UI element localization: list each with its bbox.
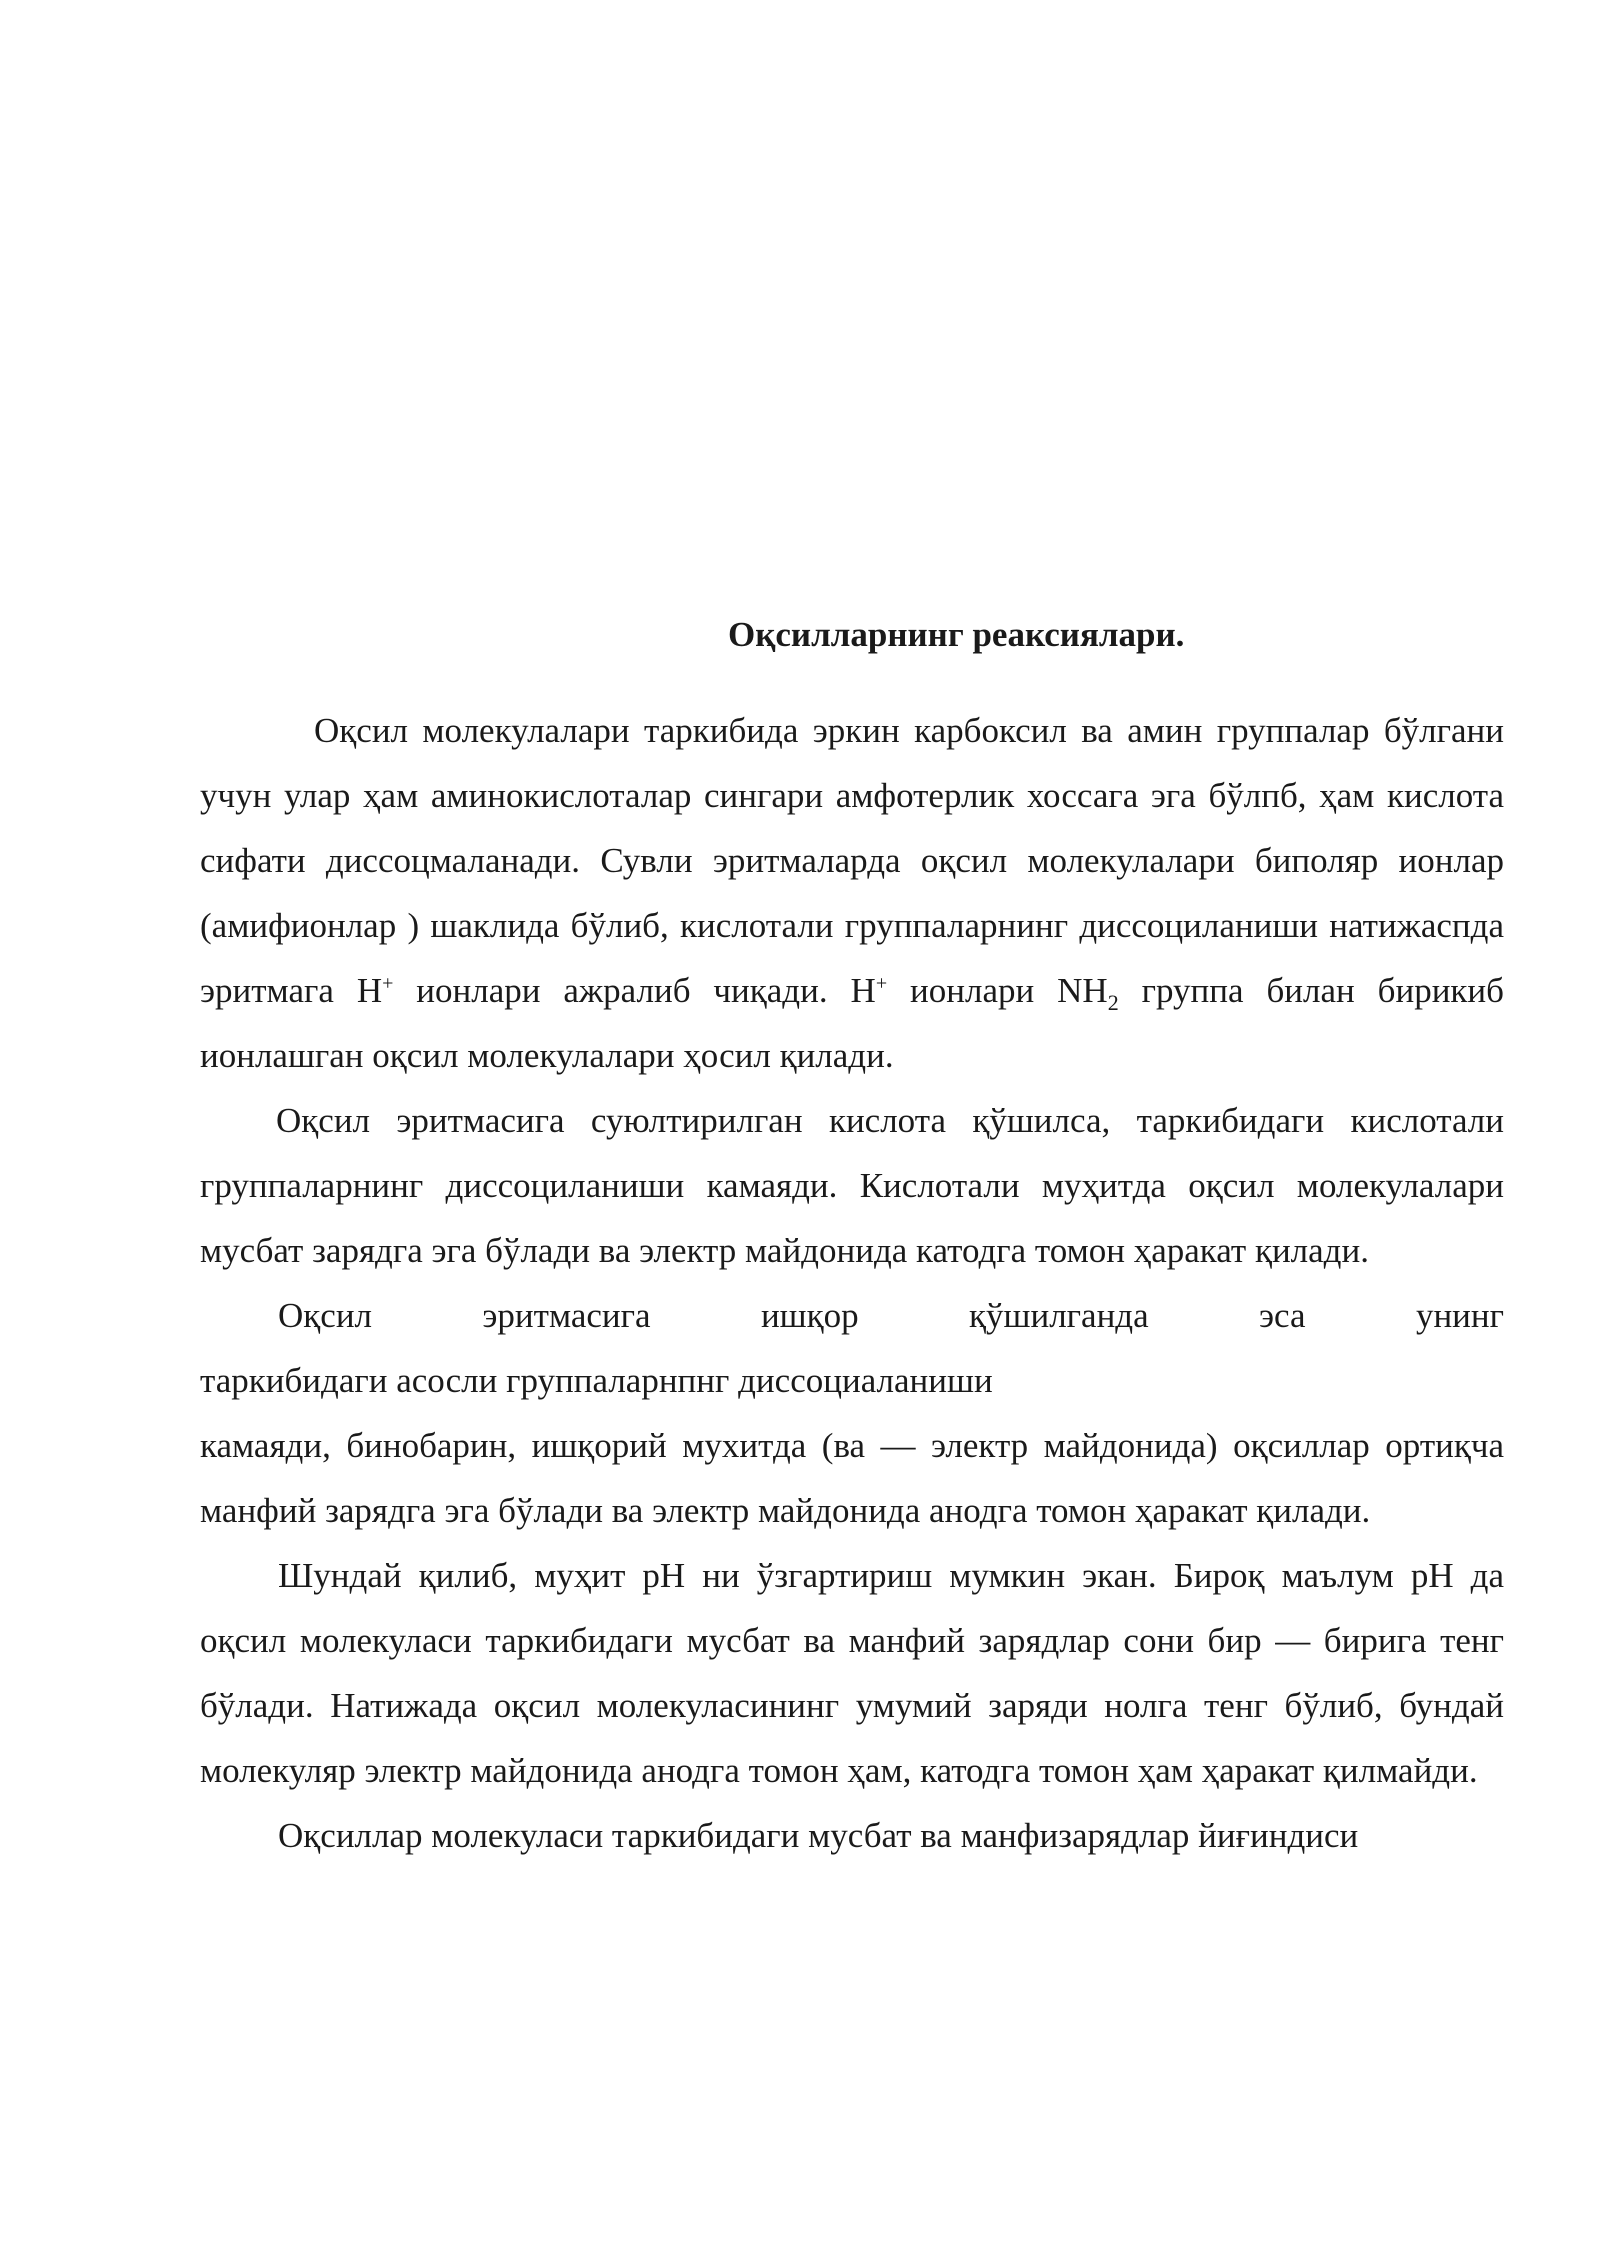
- paragraph-2: [200, 1088, 1504, 1283]
- paragraph-1-text-b: ионлари ажралиб чиқади. Н: [393, 971, 876, 1010]
- page-title: Оқсилларнинг реаксиялари.: [728, 615, 1185, 654]
- paragraph-3-line-1: [200, 1283, 1504, 1348]
- paragraph-3-line-2-text: таркибидаги асосли группаларнпнг диссоциаланиши: [200, 1361, 993, 1400]
- subscript-2: 2: [1107, 990, 1119, 1015]
- paragraph-3-line-1-text: Оқсил эритмасига ишқор қўшилганда эса унинг: [278, 1296, 1504, 1335]
- paragraph-3-continued: [200, 1413, 1504, 1543]
- paragraph-5: [200, 1803, 1504, 1868]
- paragraph-3-rest-text: камаяди, бинобарин, ишқорий мухитда (ва — электр майдонида) оқсиллар ортиқча манфий зарядга эга бўлади ва электр майдонида анодга томон ҳаракат қилади.: [200, 1426, 1504, 1530]
- superscript-plus-2: +: [875, 972, 888, 995]
- body-text: [200, 698, 1504, 1868]
- paragraph-1-text-a: Оқсил молекулалари таркибида эркин карбоксил ва амин группалар бўлгани учун улар ҳам аминокислоталар сингари амфотерлик хоссага эга бўлпб, ҳам кислота сифати диссоцмаланади. Сувли эритмаларда оқсил молекулалари биполяр ионлар (амифионлар ) шаклида бўлиб, кислотали группаларнинг диссоциланиши натижаспда эритмага Н: [200, 711, 1504, 1010]
- paragraph-1-text-c: ионлари NH: [887, 971, 1108, 1010]
- paragraph-4-text: Шундай қилиб, муҳит рН ни ўзгартириш мумкин экан. Бироқ маълум рН да оқсил молекуласи таркибидаги мусбат ва манфий зарядлар сони бир — бирига тенг бўлади. Натижада оқсил молекуласининг умумий заряди нолга тенг бўлиб, бундай молекуляр электр майдонида анодга томон ҳам, катодга томон ҳам ҳаракат қилмайди.: [200, 1556, 1504, 1790]
- paragraph-3: [200, 1283, 1504, 1413]
- paragraph-2-text: Оқсил эритмасига суюлтирилган кислота қўшилса, таркибидаги кислотали группаларнинг диссоциланиши камаяди. Кислотали муҳитда оқсил молекулалари мусбат зарядга эга бўлади ва электр майдонида катодга томон ҳаракат қилади.: [200, 1101, 1504, 1270]
- paragraph-1-text-d: группа билан бирикиб ионлашган оқсил молекулалари ҳосил қилади.: [200, 971, 1504, 1075]
- paragraph-5-text: Оқсиллар молекуласи таркибидаги мусбат ва манфизарядлар йиғиндиси: [278, 1816, 1359, 1855]
- superscript-plus-1: +: [382, 972, 394, 995]
- paragraph-4: [200, 1543, 1504, 1803]
- paragraph-1: [200, 698, 1504, 1088]
- paragraph-3-line-2: [200, 1348, 1504, 1413]
